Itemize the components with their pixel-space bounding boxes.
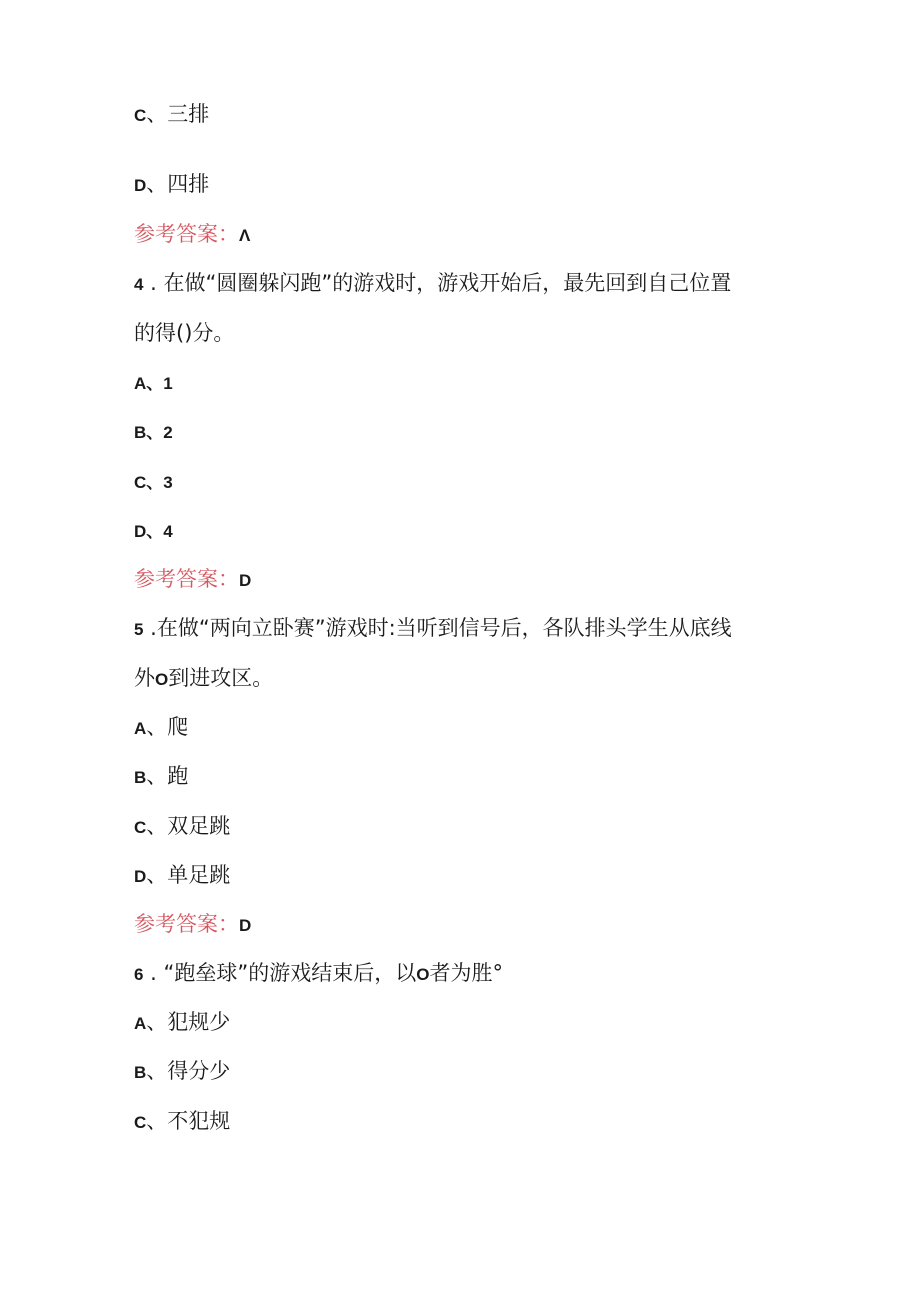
question-5-text-cont: 外O到进攻区。 — [134, 666, 274, 690]
question-4-text-cont: 的得()分。 — [134, 321, 235, 345]
answer-line: 参考答案：D — [134, 912, 252, 936]
question-4-text: 4 . 在做“圆圈躲闪跑”的游戏时，游戏开始后，最先回到自己位置 — [134, 271, 732, 295]
option-b: B、2 — [134, 423, 173, 442]
answer-line: 参考答案：D — [134, 567, 252, 591]
option-d: D、四排 — [134, 172, 210, 196]
option-b: B、跑 — [134, 764, 189, 788]
question-5-text: 5 .在做“两向立卧赛”游戏时:当听到信号后，各队排头学生从底线 — [134, 616, 732, 640]
option-d: D、4 — [134, 522, 173, 541]
option-b: B、得分少 — [134, 1059, 231, 1083]
blank-marker: O — [416, 965, 430, 984]
option-a: A、1 — [134, 374, 173, 393]
option-c: C、3 — [134, 473, 173, 492]
option-a: A、犯规少 — [134, 1010, 231, 1034]
answer-line: 参考答案：Λ — [134, 222, 251, 246]
option-c: C、不犯规 — [134, 1109, 231, 1133]
question-6-text: 6 . “跑垒球”的游戏结束后，以O者为胜° — [134, 961, 503, 985]
option-a: A、爬 — [134, 715, 189, 739]
option-c: C、三排 — [134, 102, 210, 126]
blank-marker: O — [155, 670, 169, 689]
option-c: C、双足跳 — [134, 814, 231, 838]
option-d: D、单足跳 — [134, 863, 231, 887]
